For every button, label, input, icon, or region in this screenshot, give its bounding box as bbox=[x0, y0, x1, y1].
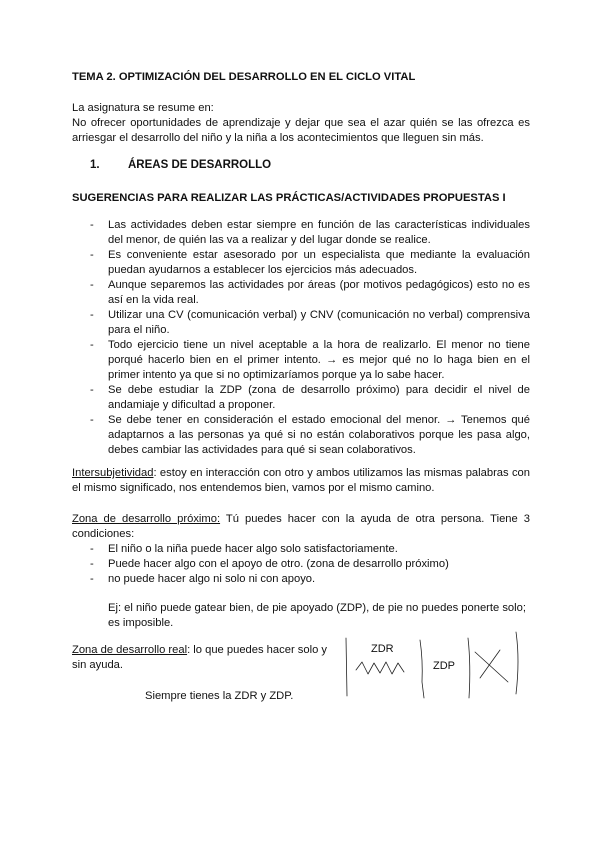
suggestion-item: - Utilizar una CV (comunicación verbal) y CNV (comunicación no verbal) comprensiva para el niño. bbox=[90, 308, 530, 338]
intersubjectivity-term: Intersubjetividad bbox=[72, 467, 154, 479]
condition-item: - El niño o la niña puede hacer algo solo satisfactoriamente. bbox=[90, 542, 530, 557]
sketch-label-zdp: ZDP bbox=[433, 660, 455, 672]
zdp-text: Tú puedes hacer con la ayuda de otra persona. Tiene 3 condiciones: bbox=[72, 513, 530, 540]
zdp-paragraph bbox=[72, 512, 530, 542]
document-title: TEMA 2. OPTIMIZACIÓN DEL DESARROLLO EN EL CICLO VITAL bbox=[72, 71, 416, 83]
conditions-list bbox=[90, 542, 530, 587]
suggestion-item: - Todo ejercicio tiene un nivel aceptable a la hora de realizarlo. El menor no tiene porqué hacerlo bien en el primer intento. → es mejor qué no lo haga bien en el primer intento ya que si no optimizaríamos porque ya lo sabe hacer. bbox=[90, 338, 530, 383]
intersubjectivity-text: : estoy en interacción con otro y ambos utilizamos las mismas palabras con el mismo significado, nos entendemos bien, vamos por el mismo camino. bbox=[72, 467, 530, 494]
suggestions-list bbox=[90, 218, 530, 458]
zdr-paragraph bbox=[72, 643, 340, 673]
suggestion-item: - Las actividades deben estar siempre en función de las características individuales del menor, de quién las va a realizar y del lugar donde se realice. bbox=[90, 218, 530, 248]
suggestion-item: - Se debe estudiar la ZDP (zona de desarrollo próximo) para decidir el nivel de andamiaje y dificultad a proponer. bbox=[90, 383, 530, 413]
section-number: 1. bbox=[90, 159, 100, 171]
sketch-label-zdr: ZDR bbox=[371, 643, 394, 655]
suggestion-item: - Aunque separemos las actividades por áreas (por motivos pedagógicos) esto no es así en la vida real. bbox=[90, 278, 530, 308]
sketch-line-mid2 bbox=[468, 638, 470, 698]
condition-item: - Puede hacer algo con el apoyo de otro. (zona de desarrollo próximo) bbox=[90, 557, 530, 572]
intro-line-2: No ofrecer oportunidades de aprendizaje y dejar que sea el azar quién se las ofrezca es arriesgar el desarrollo del niño y la niña a los acontecimientos que lleguen sin más. bbox=[72, 117, 530, 144]
suggestion-item: - Se debe tener en consideración el estado emocional del menor. → Tenemos qué adaptarnos a las personas ya qué si no están colaborativos porque les pasa algo, debes cambiar las actividades para qué si sean colaborativos. bbox=[90, 413, 530, 458]
intersubjectivity-paragraph bbox=[72, 466, 530, 496]
always-note: Siempre tienes la ZDR y ZDP. bbox=[145, 690, 294, 702]
condition-item: - no puede hacer algo ni solo ni con apoyo. bbox=[90, 572, 530, 587]
example-paragraph: Ej: el niño puede gatear bien, de pie apoyado (ZDP), de pie no puedes ponerte solo; es imposible. bbox=[108, 602, 526, 629]
section-title: ÁREAS DE DESARROLLO bbox=[128, 159, 272, 171]
sketch-cross-b bbox=[480, 650, 500, 678]
subheading: SUGERENCIAS PARA REALIZAR LAS PRÁCTICAS/ACTIVIDADES PROPUESTAS I bbox=[72, 192, 506, 204]
suggestion-item: - Es conveniente estar asesorado por un especialista que mediante la evaluación puedan ayudarnos a establecer los ejercicios más adecuados. bbox=[90, 248, 530, 278]
sketch-zigzag bbox=[356, 662, 404, 674]
zones-sketch bbox=[340, 630, 530, 705]
intro-line-1: La asignatura se resume en: bbox=[72, 102, 214, 114]
zdr-term: Zona de desarrollo real bbox=[72, 644, 188, 656]
sketch-line-right bbox=[516, 632, 518, 694]
sketch-line-left bbox=[346, 638, 347, 696]
zdp-term: Zona de desarrollo próximo: bbox=[72, 513, 221, 525]
intro-paragraph bbox=[72, 101, 530, 146]
zdr-text: : lo que puedes hacer solo y sin ayuda. bbox=[72, 644, 327, 671]
sketch-line-mid bbox=[420, 640, 424, 698]
section-heading bbox=[72, 159, 271, 171]
